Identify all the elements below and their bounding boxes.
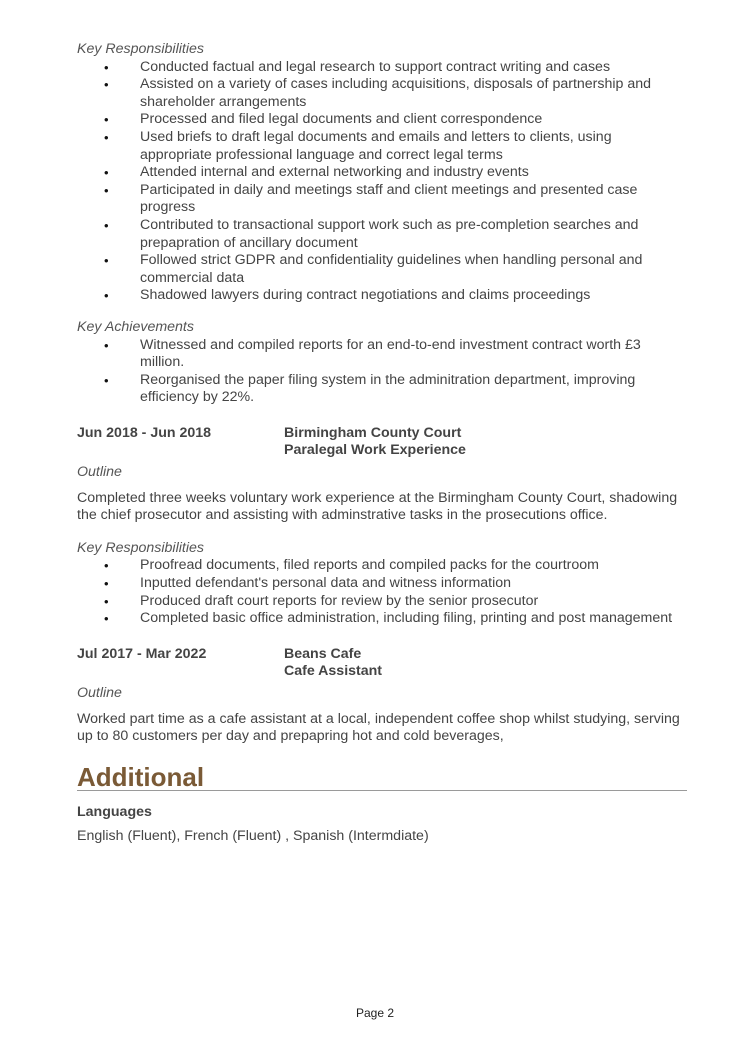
list-item (77, 372, 687, 407)
list-item (77, 129, 687, 164)
job-date: Jun 2018 - Jun 2018 (77, 424, 212, 441)
page-number: Page 2 (355, 1006, 395, 1020)
list-item-text: Conducted factual and legal research to support contract writing and cases (140, 58, 611, 75)
list-item (77, 287, 687, 305)
list-item-text: Participated in daily and meetings staff and client meetings and presented case progress (140, 181, 638, 216)
job-outline-text: Completed three weeks voluntary work experience at the Birmingham County Court, shadowing the chief prosecutor and assisting with adminstrative tasks in the prosecutions office. (77, 489, 678, 524)
job-outline-text: Worked part time as a cafe assistant at a local, independent coffee shop whilst studying, serving up to 80 customers per day and prepapring hot and cold beverages, (77, 710, 680, 745)
bullet-icon: • (104, 182, 109, 198)
list-item-text: Reorganised the paper filing system in the adminitration department, improving efficiency by 22%. (140, 371, 636, 406)
bullet-icon: • (104, 112, 109, 128)
list-item (77, 337, 687, 372)
list-item (77, 59, 687, 77)
key-responsibilities-heading: Key Responsibilities (77, 539, 204, 556)
list-item (77, 182, 687, 217)
bullet-icon: • (104, 558, 109, 574)
list-item-text: Shadowed lawyers during contract negotiations and claims proceedings (140, 287, 591, 304)
list-item-text: Completed basic office administration, including filing, printing and post management (140, 610, 673, 627)
outline-heading: Outline (77, 685, 122, 701)
list-item (77, 76, 687, 111)
job-date: Jul 2017 - Mar 2022 (77, 645, 207, 662)
list-item (77, 557, 687, 575)
languages-heading: Languages (77, 803, 152, 820)
bullet-icon: • (104, 288, 109, 304)
bullet-icon: • (104, 77, 109, 93)
list-item-text: Attended internal and external networking and industry events (140, 164, 529, 181)
outline-heading: Outline (77, 464, 122, 481)
list-item-text: Processed and filed legal documents and client correspondence (140, 111, 543, 128)
section-title-additional: Additional (77, 761, 205, 792)
key-responsibilities-list (77, 557, 687, 627)
list-item-text: Contributed to transactional support work such as pre-completion searches and prepapration of ancillary document (140, 216, 639, 251)
list-item (77, 593, 687, 611)
bullet-icon: • (104, 576, 109, 592)
list-item (77, 575, 687, 593)
list-item (77, 164, 687, 182)
key-achievements-list (77, 337, 687, 407)
list-item-text: Followed strict GDPR and confidentiality guidelines when handling personal and commercial data (140, 252, 643, 286)
key-responsibilities-list (77, 59, 687, 305)
languages-text: English (Fluent), French (Fluent) , Spanish (Intermdiate) (77, 828, 429, 845)
job-employer: Birmingham County Court (284, 424, 462, 441)
list-item (77, 610, 687, 628)
bullet-icon: • (104, 611, 109, 627)
job-header-beans-cafe (77, 646, 687, 681)
bullet-icon: • (104, 372, 109, 388)
list-item (77, 252, 687, 287)
job-employer: Beans Cafe (284, 645, 362, 662)
job-header-birmingham (77, 425, 687, 460)
list-item-text: Proofread documents, filed reports and compiled packs for the courtroom (140, 557, 599, 574)
bullet-icon: • (104, 217, 109, 233)
bullet-icon: • (104, 129, 109, 145)
list-item-text: Used briefs to draft legal documents and emails and letters to clients, using appropriate professional language and correct legal terms (140, 128, 612, 163)
cv-page-content (77, 41, 687, 846)
list-item (77, 217, 687, 252)
bullet-icon: • (104, 165, 109, 181)
bullet-icon: • (104, 593, 109, 609)
key-responsibilities-heading: Key Responsibilities (77, 41, 204, 57)
list-item (77, 111, 687, 129)
list-item-text: Witnessed and compiled reports for an end-to-end investment contract worth £3 million. (140, 336, 641, 371)
list-item-text: Inputted defendant's personal data and witness information (140, 575, 512, 592)
bullet-icon: • (104, 253, 109, 269)
job-role: Cafe Assistant (284, 663, 383, 680)
key-achievements-heading: Key Achievements (77, 318, 194, 335)
list-item-text: Assisted on a variety of cases including acquisitions, disposals of partnership and shareholder arrangements (140, 76, 652, 110)
job-role: Paralegal Work Experience (284, 442, 466, 459)
bullet-icon: • (104, 59, 109, 75)
list-item-text: Produced draft court reports for review by the senior prosecutor (140, 592, 539, 609)
bullet-icon: • (104, 337, 109, 353)
